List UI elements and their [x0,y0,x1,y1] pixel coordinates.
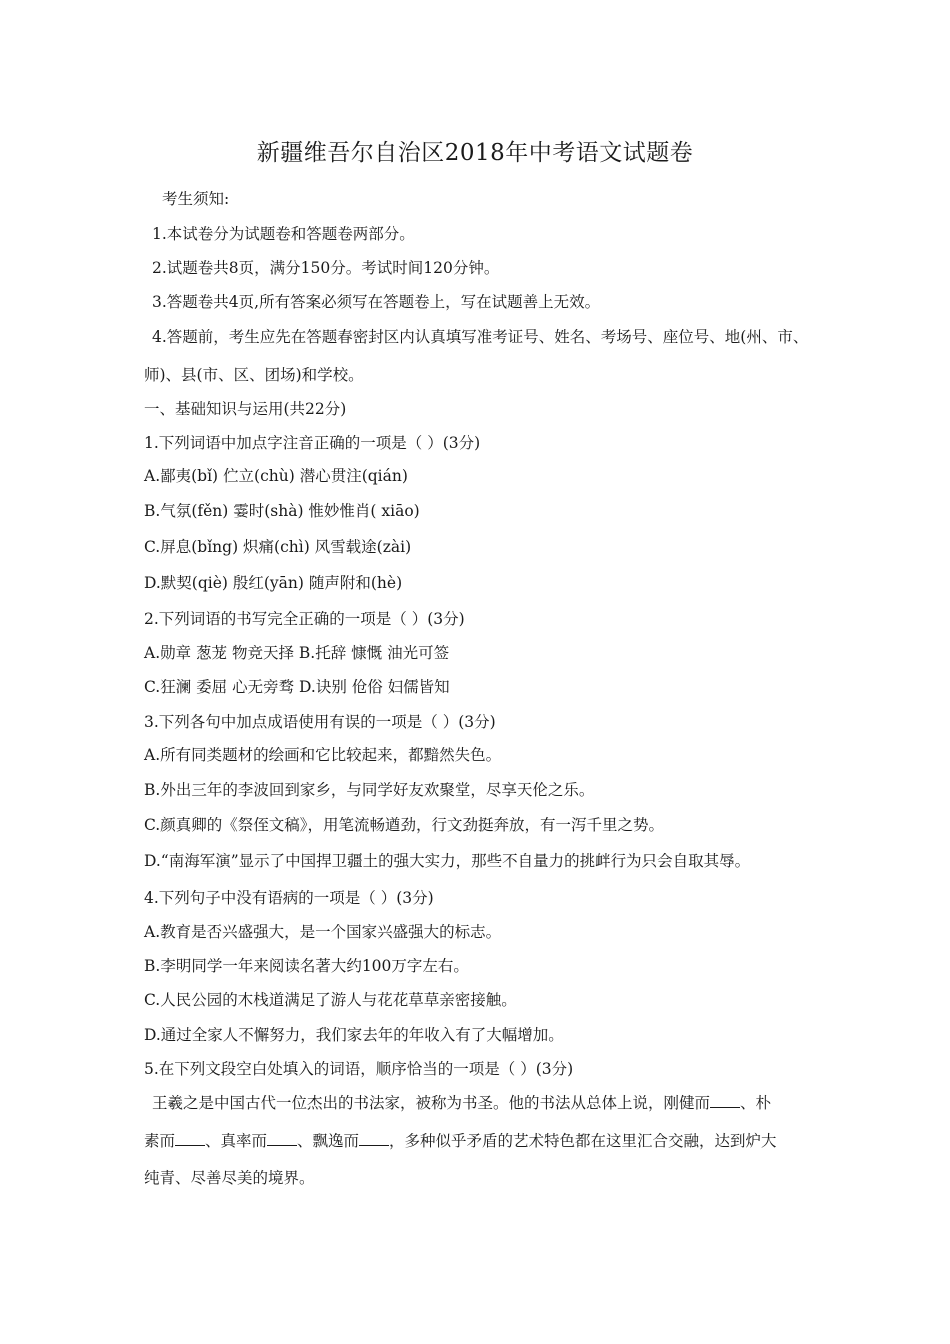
notice-item: 1.本试卷分为试题卷和答题卷两部分。 [152,225,415,243]
question-stem: 1.下列词语中加点字注音正确的一项是（ ）(3分) [144,434,481,452]
fill-blank [175,1131,205,1146]
question-option: A.所有同类题材的绘画和它比较起来，都黯然失色。 [144,746,502,764]
section-heading: 一、基础知识与运用(共22分) [144,400,347,418]
question-option: C.颜真卿的《祭侄文稿》，用笔流畅遒劲，行文劲挺奔放，有一泻千里之势。 [144,816,664,834]
question-option: D.默契(qiè) 殷红(yān) 随声附和(hè) [144,574,403,592]
passage-line: 纯青、尽善尽美的境界。 [144,1169,315,1187]
fill-blank [359,1131,389,1146]
passage-text: 素而 [144,1132,176,1150]
question-option: D.通过全家人不懈努力，我们家去年的年收入有了大幅增加。 [144,1026,564,1044]
notice-item: 4.答题前，考生应先在答题春密封区内认真填写准考证号、姓名、考场号、座位号、地(州、市、 [152,328,809,346]
question-option: B.外出三年的李波回到家乡，与同学好友欢聚堂，尽享天伦之乐。 [144,781,595,799]
notice-item: 3.答题卷共4页,所有答案必须写在答题卷上，写在试题善上无效。 [152,293,601,311]
question-option: A.勋章 葱茏 物竞天择 B.托辞 慷慨 油光可签 [144,644,450,662]
notice-item: 师)、县(市、区、团场)和学校。 [144,366,364,384]
passage-text: 、朴 [740,1094,772,1112]
question-option: C.屏息(bǐng) 炽痛(chì) 风雪载途(zài) [144,538,412,556]
question-option: C.狂澜 委屈 心无旁骛 D.诀别 伧俗 妇儒皆知 [144,678,450,696]
passage-text: 王羲之是中国古代一位杰出的书法家，被称为书圣。他的书法从总体上说，刚健而 [152,1094,711,1112]
question-option: B.李明同学一年来阅读名著大约100万字左右。 [144,957,469,975]
passage-text: 、真率而 [205,1132,268,1150]
question-stem: 2.下列词语的书写完全正确的一项是（ ）(3分) [144,610,465,628]
fill-blank [267,1131,297,1146]
question-option: A.鄙夷(bǐ) 伫立(chù) 潜心贯注(qián) [144,467,408,485]
passage-text: ，多种似乎矛盾的艺术特色都在这里汇合交融，达到炉大 [389,1132,777,1150]
passage-line [144,1131,777,1151]
question-stem: 4.下列句子中没有语病的一项是（ ）(3分) [144,889,434,907]
notice-heading: 考生须知: [162,190,230,208]
passage-text: 、飘逸而 [297,1132,360,1150]
question-stem: 5.在下列文段空白处填入的词语，顺序恰当的一项是（ ）(3分) [144,1060,574,1078]
page-title: 新疆维吾尔自治区2018年中考语文试题卷 [256,140,694,166]
question-option: C.人民公园的木栈道满足了游人与花花草草亲密接触。 [144,991,517,1009]
question-option: D.“南海军演”显示了中国捍卫疆土的强大实力，那些不自量力的挑衅行为只会自取其辱。 [144,852,751,870]
question-option: B.气氛(fěn) 霎时(shà) 惟妙惟肖( xiāo) [144,502,420,520]
notice-item: 2.试题卷共8页，满分150分。考试时间120分钟。 [152,259,500,277]
question-stem: 3.下列各句中加点成语使用有误的一项是（ ）(3分) [144,713,496,731]
fill-blank [710,1093,740,1108]
question-option: A.教育是否兴盛强大，是一个国家兴盛强大的标志。 [144,923,502,941]
passage-line [152,1093,771,1113]
